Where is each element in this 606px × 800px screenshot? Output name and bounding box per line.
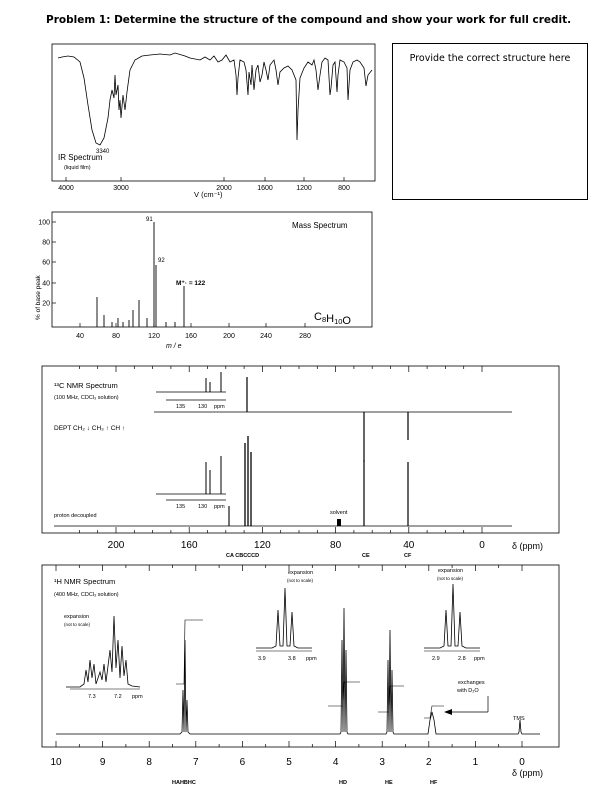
ir-spectrum (52, 44, 375, 199)
c13-proton-label: proton decoupled (54, 513, 97, 519)
c13-solvent-label: solvent (330, 510, 348, 516)
h1-assign-f: HF (430, 780, 438, 786)
ms-formula: C8H10O (314, 311, 351, 327)
ms-peak-91: 91 (146, 217, 153, 223)
h1-with-d2o: with D₂O (457, 688, 479, 694)
ms-y-tick-label: 100 (38, 219, 50, 227)
h1-assign-d: HD (339, 780, 347, 786)
ms-mplus-label: M⁺· = 122 (176, 280, 206, 287)
svg-text:130: 130 (198, 504, 208, 510)
ir-tick-label: 1200 (296, 185, 312, 192)
ms-ylabel: % of base peak (35, 275, 42, 320)
c13-assign-e: CE (362, 553, 370, 559)
ir-trace (58, 53, 372, 145)
h1-tick-label: 4 (332, 757, 339, 768)
ms-peak-92: 92 (158, 258, 165, 264)
h1-tick-label: 5 (286, 757, 292, 768)
ir-tick-label: 1600 (257, 185, 273, 192)
h1-tick-label: 7 (193, 757, 199, 768)
svg-text:ppm: ppm (474, 656, 485, 662)
ms-x-tick-label: 80 (112, 333, 120, 340)
svg-text:130: 130 (198, 404, 208, 410)
c13-tick-label: 40 (403, 540, 415, 551)
ms-y-tick-label: 40 (42, 280, 50, 288)
ms-title: Mass Spectrum (292, 221, 348, 230)
ms-x-tick-label: 40 (76, 333, 84, 340)
c13-nmr-spectrum (42, 366, 559, 559)
ir-tick-label: 2000 (216, 185, 232, 192)
c13-frame (42, 366, 559, 533)
h1-inset-he (424, 568, 485, 662)
h1-inset-aromatic (64, 614, 143, 700)
c13-tick-label: 0 (479, 540, 485, 551)
c13-dept-inset (153, 372, 226, 410)
svg-text:ppm: ppm (306, 656, 317, 662)
svg-text:(not to scale): (not to scale) (64, 622, 91, 627)
ir-peak-label: 3340 (96, 149, 110, 155)
ms-peaks (97, 222, 184, 327)
ms-x-tick-label: 120 (148, 333, 160, 340)
c13-dept-label: DEPT CH₂ ↓ CH₃ ↑ CH ↑ (54, 425, 126, 432)
h1-tick-label: 3 (379, 757, 385, 768)
c13-subtitle: (100 MHz, CDCl₃ solution) (54, 395, 119, 401)
ir-xlabel: V (cm⁻¹) (194, 190, 223, 199)
svg-text:135: 135 (176, 404, 186, 410)
h1-nmr-spectrum (42, 565, 559, 786)
c13-tick-label: 80 (330, 540, 342, 551)
svg-text:expansion: expansion (288, 570, 314, 576)
ir-tick-label: 800 (338, 185, 350, 192)
c13-tick-labels (108, 540, 486, 551)
h1-trace (56, 608, 540, 734)
ms-x-tick-label: 240 (260, 333, 272, 340)
c13-assign-a-d: CA CBCCCD (226, 553, 260, 559)
svg-text:3.9: 3.9 (258, 656, 266, 662)
svg-text:3.8: 3.8 (288, 656, 296, 662)
ir-tick-label: 4000 (58, 185, 74, 192)
svg-text:expansion: expansion (438, 568, 464, 574)
h1-title: ¹H NMR Spectrum (54, 577, 116, 586)
c13-assign-f: CF (404, 553, 412, 559)
ir-tick-label: 3000 (113, 185, 129, 192)
ms-x-tick-labels (76, 323, 311, 340)
answer-prompt: Provide the correct structure here (409, 53, 571, 64)
h1-tick-label: 6 (239, 757, 246, 768)
ms-x-tick-label: 200 (223, 333, 235, 340)
ir-subtitle: (liquid film) (64, 165, 91, 171)
h1-tick-label: 9 (99, 757, 106, 768)
ms-y-tick-label: 80 (42, 239, 50, 247)
ms-x-tick-label: 160 (185, 333, 197, 340)
c13-tick-label: 160 (180, 540, 198, 551)
h1-exchanges: exchanges (458, 680, 485, 686)
c13-title: ¹³C NMR Spectrum (54, 381, 118, 390)
c13-decoupled-inset (156, 456, 226, 510)
h1-tms-label: TMS (513, 716, 525, 722)
ms-y-tick-label: 20 (42, 300, 50, 308)
c13-tick-label: 120 (254, 540, 271, 551)
c13-tick-label: 200 (107, 540, 125, 551)
svg-text:7.2: 7.2 (114, 694, 122, 700)
h1-subtitle: (400 MHz, CDCl₃ solution) (54, 592, 119, 598)
h1-inset-hd (256, 570, 317, 662)
c13-xunit: δ (ppm) (512, 541, 544, 551)
svg-text:ppm: ppm (214, 404, 225, 410)
h1-tick-label: 1 (472, 757, 479, 768)
h1-tick-labels (50, 757, 525, 768)
svg-text:135: 135 (176, 504, 186, 510)
svg-text:expansion: expansion (64, 614, 90, 620)
h1-assign-e: HE (385, 780, 393, 786)
svg-text:(not to scale): (not to scale) (437, 576, 464, 581)
h1-xunit: δ (ppm) (512, 768, 544, 778)
h1-tick-label: 2 (426, 757, 432, 768)
h1-tick-label: 0 (519, 757, 525, 768)
mass-spectrum (35, 212, 372, 350)
ms-xlabel: m / e (166, 343, 182, 350)
problem-title: Problem 1: Determine the structure of the compound and show your work for full credit. (46, 14, 572, 26)
h1-tick-label: 8 (146, 757, 152, 768)
h1-tick-label: 10 (50, 757, 62, 768)
ms-y-tick-label: 60 (42, 259, 50, 267)
h1-assign-abc: HAHBHC (172, 780, 196, 786)
svg-text:2.8: 2.8 (458, 656, 466, 662)
svg-text:2.9: 2.9 (432, 656, 440, 662)
ir-title: IR Spectrum (58, 153, 103, 162)
svg-text:7.3: 7.3 (88, 694, 96, 700)
svg-text:ppm: ppm (214, 504, 225, 510)
ms-x-tick-label: 280 (299, 333, 311, 340)
svg-text:ppm: ppm (132, 694, 143, 700)
svg-text:(not to scale): (not to scale) (287, 578, 314, 583)
